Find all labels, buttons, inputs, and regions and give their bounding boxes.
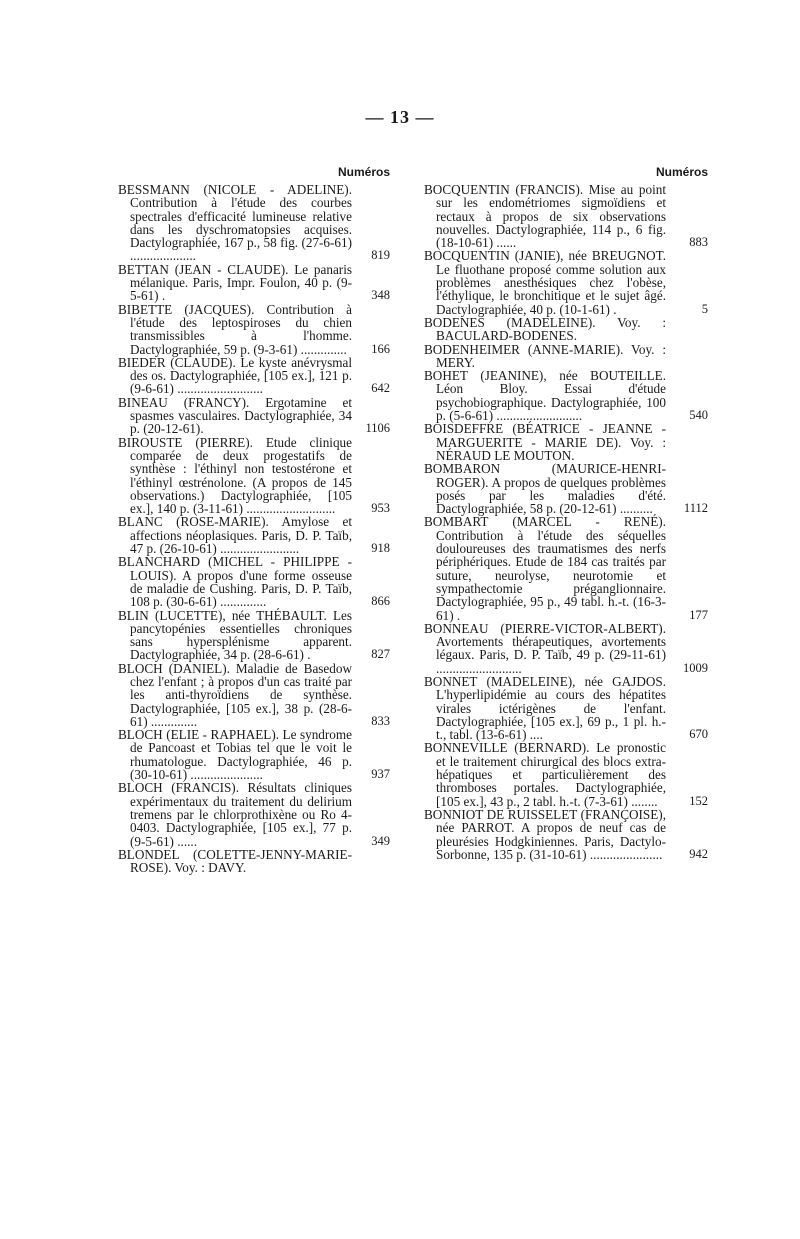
bibliography-entry: [118, 396, 390, 436]
entry-number: 942: [689, 846, 708, 861]
bibliography-entry: [424, 462, 708, 515]
entry-number: 866: [371, 594, 390, 609]
entry-number: 152: [689, 793, 708, 808]
bibliography-entry: [118, 263, 390, 303]
entry-number: 833: [371, 713, 390, 728]
entry-number: 5: [701, 301, 708, 316]
right-column: [424, 161, 708, 861]
entry-text: BIBETTE (JACQUES). Contribution à l'étude des leptospiroses du chien transmissibles à l'homme. Dactylographiée, 59 p. (9-3-61) ..............: [118, 301, 352, 357]
entry-text: BESSMANN (NICOLE - ADELINE). Contribution à l'étude des courbes spectrales d'efficacité lumineuse relative dans les dyschromatopsies acquises. Dactylographiée, 167 p., 58 fig. (27-6-61) ....................: [118, 182, 352, 264]
entry-number: 1112: [683, 501, 708, 516]
entry-text: BLOCH (ELIE - RAPHAEL). Le syndrome de Pancoast et Tobias tel que le voit le rhumatologue. Dactylographiée, 46 p. (30-10-61) ......................: [118, 727, 352, 783]
bibliography-entry: [118, 303, 390, 356]
entry-number: 819: [371, 248, 390, 263]
bibliography-entry: [424, 369, 708, 422]
column-header: Numéros: [337, 165, 390, 179]
bibliography-entry: [118, 781, 390, 847]
bibliography-entry: [424, 422, 708, 462]
entry-text: BOMBARON (MAURICE-HENRI-ROGER). A propos de quelques problèmes posés par les maladies d'été. Dactylographiée, 58 p. (20-12-61) ..........: [424, 461, 666, 517]
entry-text: BLONDEL (COLETTE-JENNY-MARIE-ROSE). Voy. : DAVY.: [118, 846, 352, 876]
entry-text: BLANC (ROSE-MARIE). Amylose et affections néoplasiques. Paris, D. P. Taïb, 47 p. (26-10-61) ........................: [118, 514, 352, 557]
entry-text: BONNEAU (PIERRE-VICTOR-ALBERT). Avortements thérapeutiques, avortements légaux. Paris, D. P. Taïb, 49 p. (29-11-61) ..........................: [424, 620, 666, 676]
bibliography-entry: [424, 622, 708, 675]
left-column: [118, 161, 390, 874]
bibliography-entry: [118, 356, 390, 396]
entry-text: BONNEVILLE (BERNARD). Le pronostic et le traitement chirurgical des blocs extra-hépatiques et particulièrement des thromboses portales. Dactylographiée, [105 ex.], 43 p., 2 tabl. h.-t. (7-3-61) ........: [424, 740, 666, 809]
bibliography-entry: [118, 515, 390, 555]
entry-number: 166: [371, 341, 390, 356]
entry-number: 540: [689, 408, 708, 423]
bibliography-entry: [424, 675, 708, 741]
entry-text: BOCQUENTIN (FRANCIS). Mise au point sur les endométriomes sigmoïdiens et rectaux à propos de six observations nouvelles. Dactylographiée, 114 p., 6 fig. (18-10-61) ......: [424, 182, 666, 251]
entry-text: BLIN (LUCETTE), née THÉBAULT. Les pancytopénies essentielles chroniques sans hypersplénisme apparent. Dactylographiée, 34 p. (28-6-61) .: [118, 607, 352, 663]
entry-text: BIROUSTE (PIERRE). Etude clinique comparée de deux progestatifs de synthèse : l'éthinyl non testostérone et l'éthinyl œstrénolone. (A propos de 145 observations.) Dactylographiée, [105 ex.], 140 p. (3-11-61) ...........................: [118, 434, 352, 517]
entry-text: BODENHEIMER (ANNE-MARIE). Voy. : MERY.: [424, 341, 666, 370]
bibliography-entry: [118, 555, 390, 608]
bibliography-entry: [118, 848, 390, 875]
bibliography-entry: [424, 808, 708, 861]
entry-number: 918: [371, 541, 390, 556]
bibliography-entry: [424, 316, 708, 343]
entry-number: 177: [689, 607, 708, 622]
bibliography-entry: [424, 343, 708, 370]
bibliography-entry: [424, 249, 708, 315]
entry-text: BIEDER (CLAUDE). Le kyste anévrysmal des os. Dactylographiée, [105 ex.], 121 p. (9-6-61) ..........................: [118, 354, 352, 397]
entry-text: BOISDEFFRE (BÉATRICE - JEANNE - MARGUERITE - MARIE DE). Voy. : NÉRAUD LE MOUTON.: [424, 421, 666, 463]
column-header: Numéros: [655, 165, 708, 179]
entry-text: BOHET (JEANINE), née BOUTEILLE. Léon Bloy. Essai d'étude psychobiographique. Dactylographiée, 100 p. (5-6-61) ..........................: [424, 368, 666, 424]
entry-number: 1106: [365, 421, 390, 436]
entry-number: 348: [371, 288, 390, 303]
entry-text: BLOCH (DANIEL). Maladie de Basedow chez l'enfant ; à propos d'un cas traité par les anti-thyroïdiens de synthèse. Dactylographiée, [105 ex.], 38 p. (28-6-61) ..............: [118, 660, 352, 729]
entry-text: BOMBART (MARCEL - RENÉ). Contribution à l'étude des séquelles douloureuses des traumatismes des nerfs périphériques. Etude de 184 cas traités par suture, neurolyse, neurotomie et sympathectomie préganglionnaire. Dactylographiée, 95 p., 49 tabl. h.-t. (16-3-61) .: [424, 514, 666, 623]
entry-number: 937: [371, 767, 390, 782]
bibliography-entry: [424, 741, 708, 807]
entry-number: 883: [689, 235, 708, 250]
page-number: — 13 —: [365, 107, 435, 127]
entry-number: 642: [371, 381, 390, 396]
bibliography-entry: [118, 436, 390, 516]
entry-number: 349: [371, 833, 390, 848]
bibliography-entry: [118, 183, 390, 263]
entry-number: 1009: [683, 660, 708, 675]
bibliography-entry: [424, 515, 708, 621]
entry-text: BINEAU (FRANCY). Ergotamine et spasmes vasculaires. Dactylographiée, 34 p. (20-12-61).: [118, 394, 352, 437]
bibliography-entry: [118, 662, 390, 728]
entry-text: BODENES (MADELEINE). Voy. : BACULARD-BODENES.: [424, 314, 666, 344]
entry-number: 827: [371, 647, 390, 662]
entry-text: BLOCH (FRANCIS). Résultats cliniques expérimentaux du traitement du delirium tremens par le chlorprothixène ou Ro 4-0403. Dactylographiée, [105 ex.], 77 p. (9-5-61) ......: [118, 780, 352, 849]
bibliography-entry: [118, 728, 390, 781]
entry-text: BETTAN (JEAN - CLAUDE). Le panaris mélanique. Paris, Impr. Foulon, 40 p. (9-5-61) .: [118, 261, 352, 304]
bibliography-entry: [118, 609, 390, 662]
entry-text: BOCQUENTIN (JANIE), née BREUGNOT. Le fluothane proposé comme solution aux problèmes anesthésiques chez l'obèse, l'éthylique, le bronchitique et le sujet âgé. Dactylographiée, 40 p. (10-1-61) .: [424, 248, 666, 317]
entry-number: 953: [371, 501, 390, 516]
entry-text: BLANCHARD (MICHEL - PHILIPPE - LOUIS). A propos d'une forme osseuse de maladie de Cushing. Paris, D. P. Taïb, 108 p. (30-6-61) ..............: [118, 554, 352, 610]
entry-text: BONNET (MADELEINE), née GAJDOS. L'hyperlipidémie au cours des hépatites virales ictérigènes de l'enfant. Dactylographiée, [105 ex.], 69 p., 1 pl. h.-t., tabl. (13-6-61) ....: [424, 673, 666, 743]
bibliography-entry: [424, 183, 708, 249]
entry-number: 670: [689, 727, 708, 742]
entry-text: BONNIOT DE RUISSELET (FRANÇOISE), née PARROT. A propos de neuf cas de pleurésies Hodgkiniennes. Paris, Dactylo-Sorbonne, 135 p. (31-10-61) ......................: [424, 806, 666, 862]
entry-list: [118, 183, 390, 874]
entry-list: [424, 183, 708, 861]
